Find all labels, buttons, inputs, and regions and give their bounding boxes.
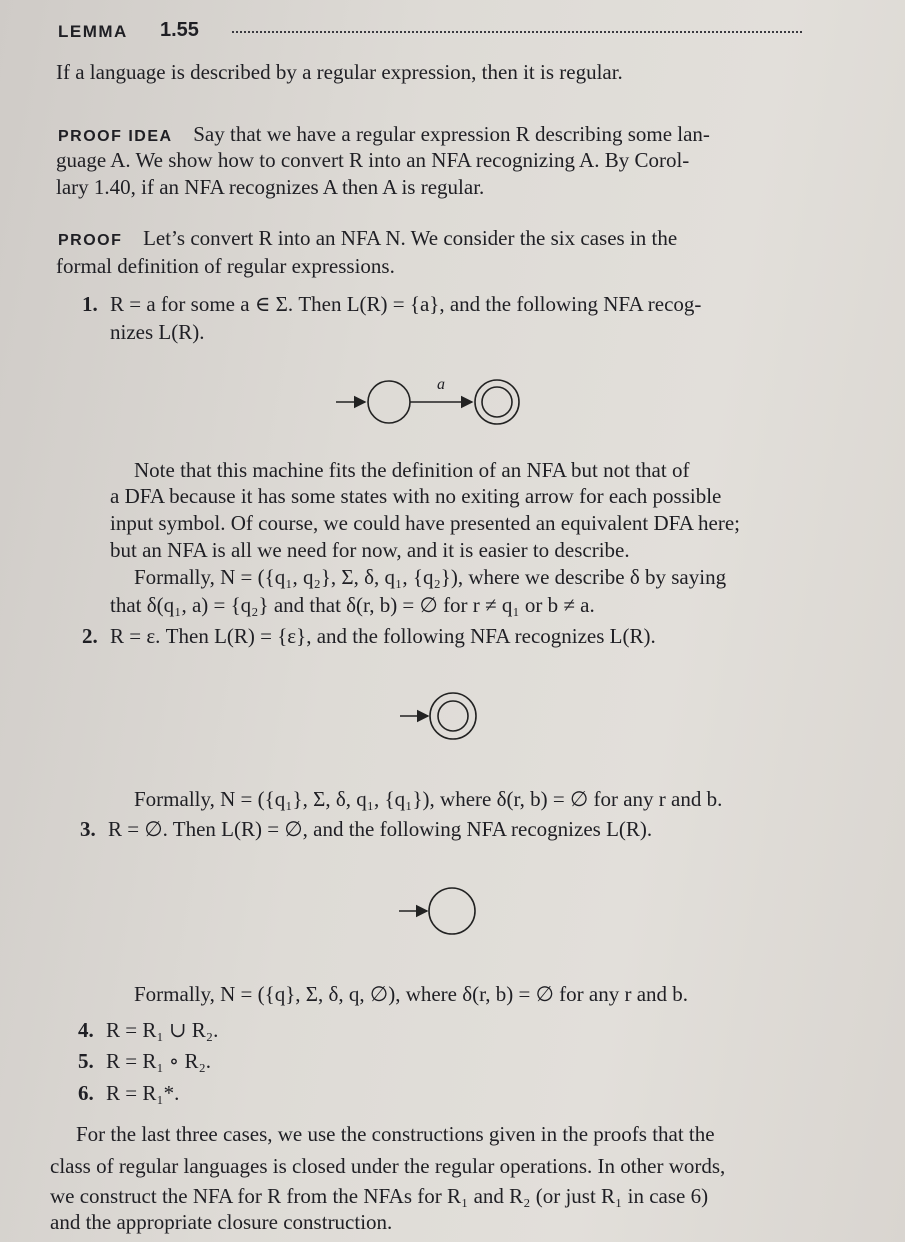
proof-keyword: PROOF [58, 232, 123, 249]
transition-label-a: a [437, 376, 445, 393]
note-line-3: input symbol. Of course, we could have presented an equivalent DFA here; [110, 511, 741, 535]
proof-idea-keyword: PROOF IDEA [58, 128, 173, 145]
case-4-number: 4. [78, 1018, 94, 1042]
note-line-2: a DFA because it has some states with no exiting arrow for each possible [110, 484, 722, 508]
proof-line-2: formal definition of regular expressions. [56, 254, 395, 278]
state-q1 [368, 381, 410, 423]
formal-line-2: that δ(q₁, a) = {q₂} and that δ(r, b) = ∅ for r ≠ q₁ or b ≠ a. [110, 593, 595, 617]
case-3-formal: Formally, N = ({q}, Σ, δ, q, ∅), where δ(r, b) = ∅ for any r and b. [134, 982, 689, 1006]
case-1-line-2: nizes L(R). [110, 320, 205, 344]
note-line-1: Note that this machine fits the definition of an NFA but not that of [134, 458, 690, 482]
state-q2-accept-outer [475, 380, 519, 424]
case-3-line: R = ∅. Then L(R) = ∅, and the following NFA recognizes L(R). [108, 817, 653, 841]
closing-line-1: For the last three cases, we use the constructions given in the proofs that the [76, 1122, 715, 1146]
nfa-diagram-case-2 [400, 693, 476, 739]
state-q [429, 888, 475, 934]
state-q1-accept-outer [430, 693, 476, 739]
lemma-label: LEMMA [58, 22, 128, 41]
closing-line-2: class of regular languages is closed under the regular operations. In other words, [50, 1154, 726, 1178]
proof-idea-line-3: lary 1.40, if an NFA recognizes A then A is regular. [56, 175, 485, 199]
note-line-4: but an NFA is all we need for now, and it is easier to describe. [110, 538, 630, 562]
state-q2-accept-inner [482, 387, 512, 417]
case-4-line: R = R₁ ∪ R₂. [106, 1018, 219, 1042]
lemma-statement: If a language is described by a regular expression, then it is regular. [56, 60, 623, 84]
case-5-number: 5. [78, 1049, 94, 1073]
lemma-number: 1.55 [160, 19, 199, 41]
closing-line-4: and the appropriate closure construction. [50, 1210, 393, 1234]
case-1-line-1: R = a for some a ∈ Σ. Then L(R) = {a}, and the following NFA recog- [110, 292, 702, 316]
proof-idea-line-1: PROOF IDEA Say that we have a regular expression R describing some lan- [58, 122, 710, 146]
case-5-line: R = R₁ ∘ R₂. [106, 1049, 212, 1073]
header-rule [232, 31, 802, 33]
case-6-number: 6. [78, 1081, 94, 1105]
proof-line-1: PROOF Let’s convert R into an NFA N. We consider the six cases in the [58, 226, 678, 250]
nfa-diagram-case-1 [336, 380, 519, 424]
case-1-number: 1. [82, 292, 98, 316]
case-6-line: R = R₁*. [106, 1081, 180, 1105]
case-2-line: R = ε. Then L(R) = {ε}, and the following NFA recognizes L(R). [110, 624, 656, 648]
formal-line-1: Formally, N = ({q₁, q₂}, Σ, δ, q₁, {q₂}), where we describe δ by saying [134, 565, 727, 589]
case-2-number: 2. [82, 624, 98, 648]
case-3-number: 3. [80, 817, 96, 841]
closing-line-3: we construct the NFA for R from the NFAs for R₁ and R₂ (or just R₁ in case 6) [50, 1184, 709, 1208]
nfa-diagram-case-3 [399, 888, 475, 934]
state-q1-accept-inner [438, 701, 468, 731]
proof-idea-line-2: guage A. We show how to convert R into an NFA recognizing A. By Corol- [56, 148, 690, 172]
case-2-formal: Formally, N = ({q₁}, Σ, δ, q₁, {q₁}), where δ(r, b) = ∅ for any r and b. [134, 787, 723, 811]
